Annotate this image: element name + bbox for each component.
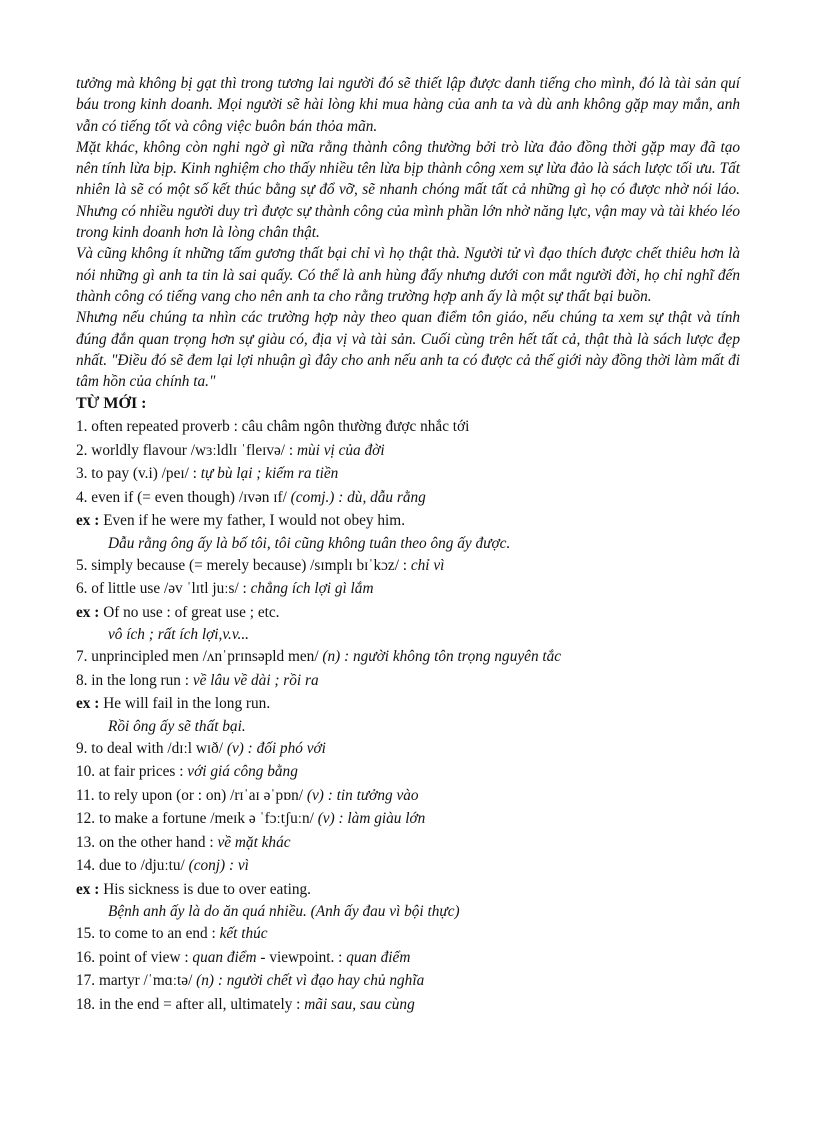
vocab-definition: (comj.) : dù, dẫu rằng <box>290 488 426 506</box>
vocab-definition: mãi sau, sau cùng <box>304 995 415 1013</box>
example-text: Even if he were my father, I would not obey him. <box>103 512 406 530</box>
vocab-term: 6. of little use /əv ˈlɪtl juːs/ : <box>76 580 251 598</box>
example-label: ex : <box>76 603 104 621</box>
vocab-entry <box>76 645 740 669</box>
example-label: ex : <box>76 695 104 713</box>
example-sentence <box>76 692 740 716</box>
vocab-term: 1. often repeated proverb : câu châm ngôn thường được nhắc tới <box>76 418 470 436</box>
vocab-definition: tự bù lại ; kiếm ra tiền <box>200 465 339 483</box>
example-translation: Bệnh anh ấy là do ăn quá nhiều. (Anh ấy đau vì bội thực) <box>108 903 460 921</box>
vocab-entry <box>76 969 740 993</box>
vocab-entry <box>76 554 740 578</box>
vocab-term: 10. at fair prices : <box>76 763 188 781</box>
vocab-synonym: - viewpoint. : <box>256 948 347 966</box>
vocab-term: 14. due to /djuːtu/ <box>76 857 189 875</box>
example-label: ex : <box>76 880 104 898</box>
vocab-term: 2. worldly flavour /wɜːldlɪ ˈfleɪvə/ : <box>76 441 297 459</box>
vocab-entry <box>76 439 740 463</box>
vocab-definition: về lâu về dài ; rồi ra <box>192 671 319 689</box>
vocab-entry <box>76 760 740 784</box>
vocab-term: 15. to come to an end : <box>76 925 220 943</box>
vocab-definition: chỉ vì <box>410 556 445 574</box>
vocab-definition: (n) : người không tôn trọng nguyên tắc <box>322 648 562 666</box>
vocab-term: 13. on the other hand : <box>76 833 218 851</box>
vocab-definition: mùi vị của đời <box>296 441 385 459</box>
vocab-entry <box>76 993 740 1017</box>
vocab-entry <box>76 784 740 808</box>
vocab-entry <box>76 831 740 855</box>
vocab-definition: với giá công bằng <box>187 763 298 781</box>
vocab-entry <box>76 946 740 970</box>
vocab-entry <box>76 486 740 510</box>
body-paragraph: Mặt khác, không còn nghi ngờ gì nữa rằng thành công thường bởi trò lừa đảo đồng thời gặp may đã tạo nên tính lừa bịp. Kinh nghiệm cho thấy nhiều tên lừa bịp thành công xem sự lừa đảo là sách lược tối ưu. Tất nhiên là sẽ có một số kết thúc bằng sự đổ vỡ, sẽ nhanh chóng mất tất cả những gì họ có được nhờ nói láo. Nhưng có nhiều người duy trì được sự thành công của mình phần lớn nhờ năng lực, vận may và tài khéo léo trong kinh doanh hơn là lòng chân thật. <box>76 138 740 242</box>
example-sentence <box>76 601 740 625</box>
example-label: ex : <box>76 512 104 530</box>
vocab-definition: về mặt khác <box>217 833 291 851</box>
vocab-definition: (conj) : vì <box>188 857 249 875</box>
vocab-term: 17. martyr /ˈmɑːtə/ <box>76 972 197 990</box>
vocab-term: 9. to deal with /dɪːl wɪð/ <box>76 739 227 757</box>
vocab-term: 11. to rely upon (or : on) /rɪˈaɪ əˈpɒn/ <box>76 786 307 804</box>
vocab-definition: (n) : người chết vì đạo hay chủ nghĩa <box>196 972 425 990</box>
vocab-term: 8. in the long run : <box>76 671 193 689</box>
example-text: He will fail in the long run. <box>103 695 271 713</box>
vocab-definition: (v) : đối phó với <box>226 739 326 757</box>
vocab-term: 12. to make a fortune /meɪk ə ˈfɔːtʃuːn/ <box>76 810 318 828</box>
example-sentence <box>76 878 740 902</box>
example-translation: Dẫu rằng ông ấy là bố tôi, tôi cũng không tuân theo ông ấy được. <box>108 534 511 552</box>
vocab-entry <box>76 854 740 878</box>
body-paragraph: Nhưng nếu chúng ta nhìn các trường hợp này theo quan điểm tôn giáo, nếu chúng ta xem sự thật và tính đúng đắn quan trọng hơn sự giàu có, địa vị và tài sản. Cuối cùng trên hết tất cả, thật thà là sách lược đẹp nhất. "Điều đó sẽ đem lại lợi nhuận gì đây cho anh nếu anh ta có được cả thế giới này đồng thời làm mất đi tâm hồn của chính ta." <box>76 309 740 391</box>
page-content <box>76 73 740 1016</box>
example-sentence <box>76 509 740 533</box>
vocab-heading: TỪ MỚI : <box>76 395 147 413</box>
vocab-entry <box>76 415 740 439</box>
vocab-entry <box>76 669 740 693</box>
vocab-term: 3. to pay (v.i) /peɪ/ : <box>76 465 201 483</box>
vocab-synonym-definition: quan điểm <box>346 948 411 966</box>
vocab-definition: (v) : tin tưởng vào <box>306 786 419 804</box>
vocab-definition: chẳng ích lợi gì lắm <box>250 580 374 598</box>
example-text: Of no use : of great use ; etc. <box>103 603 280 621</box>
vocab-entry <box>76 462 740 486</box>
vocab-term: 5. simply because (= merely because) /sɪmplɪ bɪˈkɔz/ : <box>76 556 411 574</box>
vocab-entry <box>76 922 740 946</box>
vocab-entry <box>76 737 740 761</box>
example-translation: Rồi ông ấy sẽ thất bại. <box>108 717 246 735</box>
body-paragraph: tưởng mà không bị gạt thì trong tương lai người đó sẽ thiết lập được danh tiếng cho mình, đó là tài sản quí báu trong kinh doanh. Mọi người sẽ hài lòng khi mua hàng của anh ta và dù anh không gặp may mắn, anh vẫn có tiếng tốt và công việc buôn bán thỏa mãn. <box>76 75 740 135</box>
vocab-term: 16. point of view : <box>76 948 193 966</box>
vocab-definition: quan điểm <box>192 948 257 966</box>
vocab-definition: (v) : làm giàu lớn <box>317 810 426 828</box>
example-text: His sickness is due to over eating. <box>103 880 311 898</box>
vocab-term: 7. unprincipled men /ʌnˈprɪnsəpld men/ <box>76 648 323 666</box>
example-translation: vô ích ; rất ích lợi,v.v... <box>108 626 249 644</box>
vocab-definition: kết thúc <box>219 925 268 943</box>
vocab-term: 4. even if (= even though) /ɪvən ɪf/ <box>76 488 291 506</box>
body-paragraph: Và cũng không ít những tấm gương thất bại chỉ vì họ thật thà. Người tử vì đạo thích được chết thiêu hơn là nói những gì anh ta tin là sai quấy. Có thể là anh hùng đấy nhưng dưới con mắt người đời, họ chỉ nghĩ đến thành công có tiếng vang cho nên anh ta cho rằng trường hợp anh ấy là một sự thất bại buồn. <box>76 245 740 305</box>
vocab-entry <box>76 807 740 831</box>
vocab-entry <box>76 577 740 601</box>
vocab-term: 18. in the end = after all, ultimately : <box>76 995 305 1013</box>
